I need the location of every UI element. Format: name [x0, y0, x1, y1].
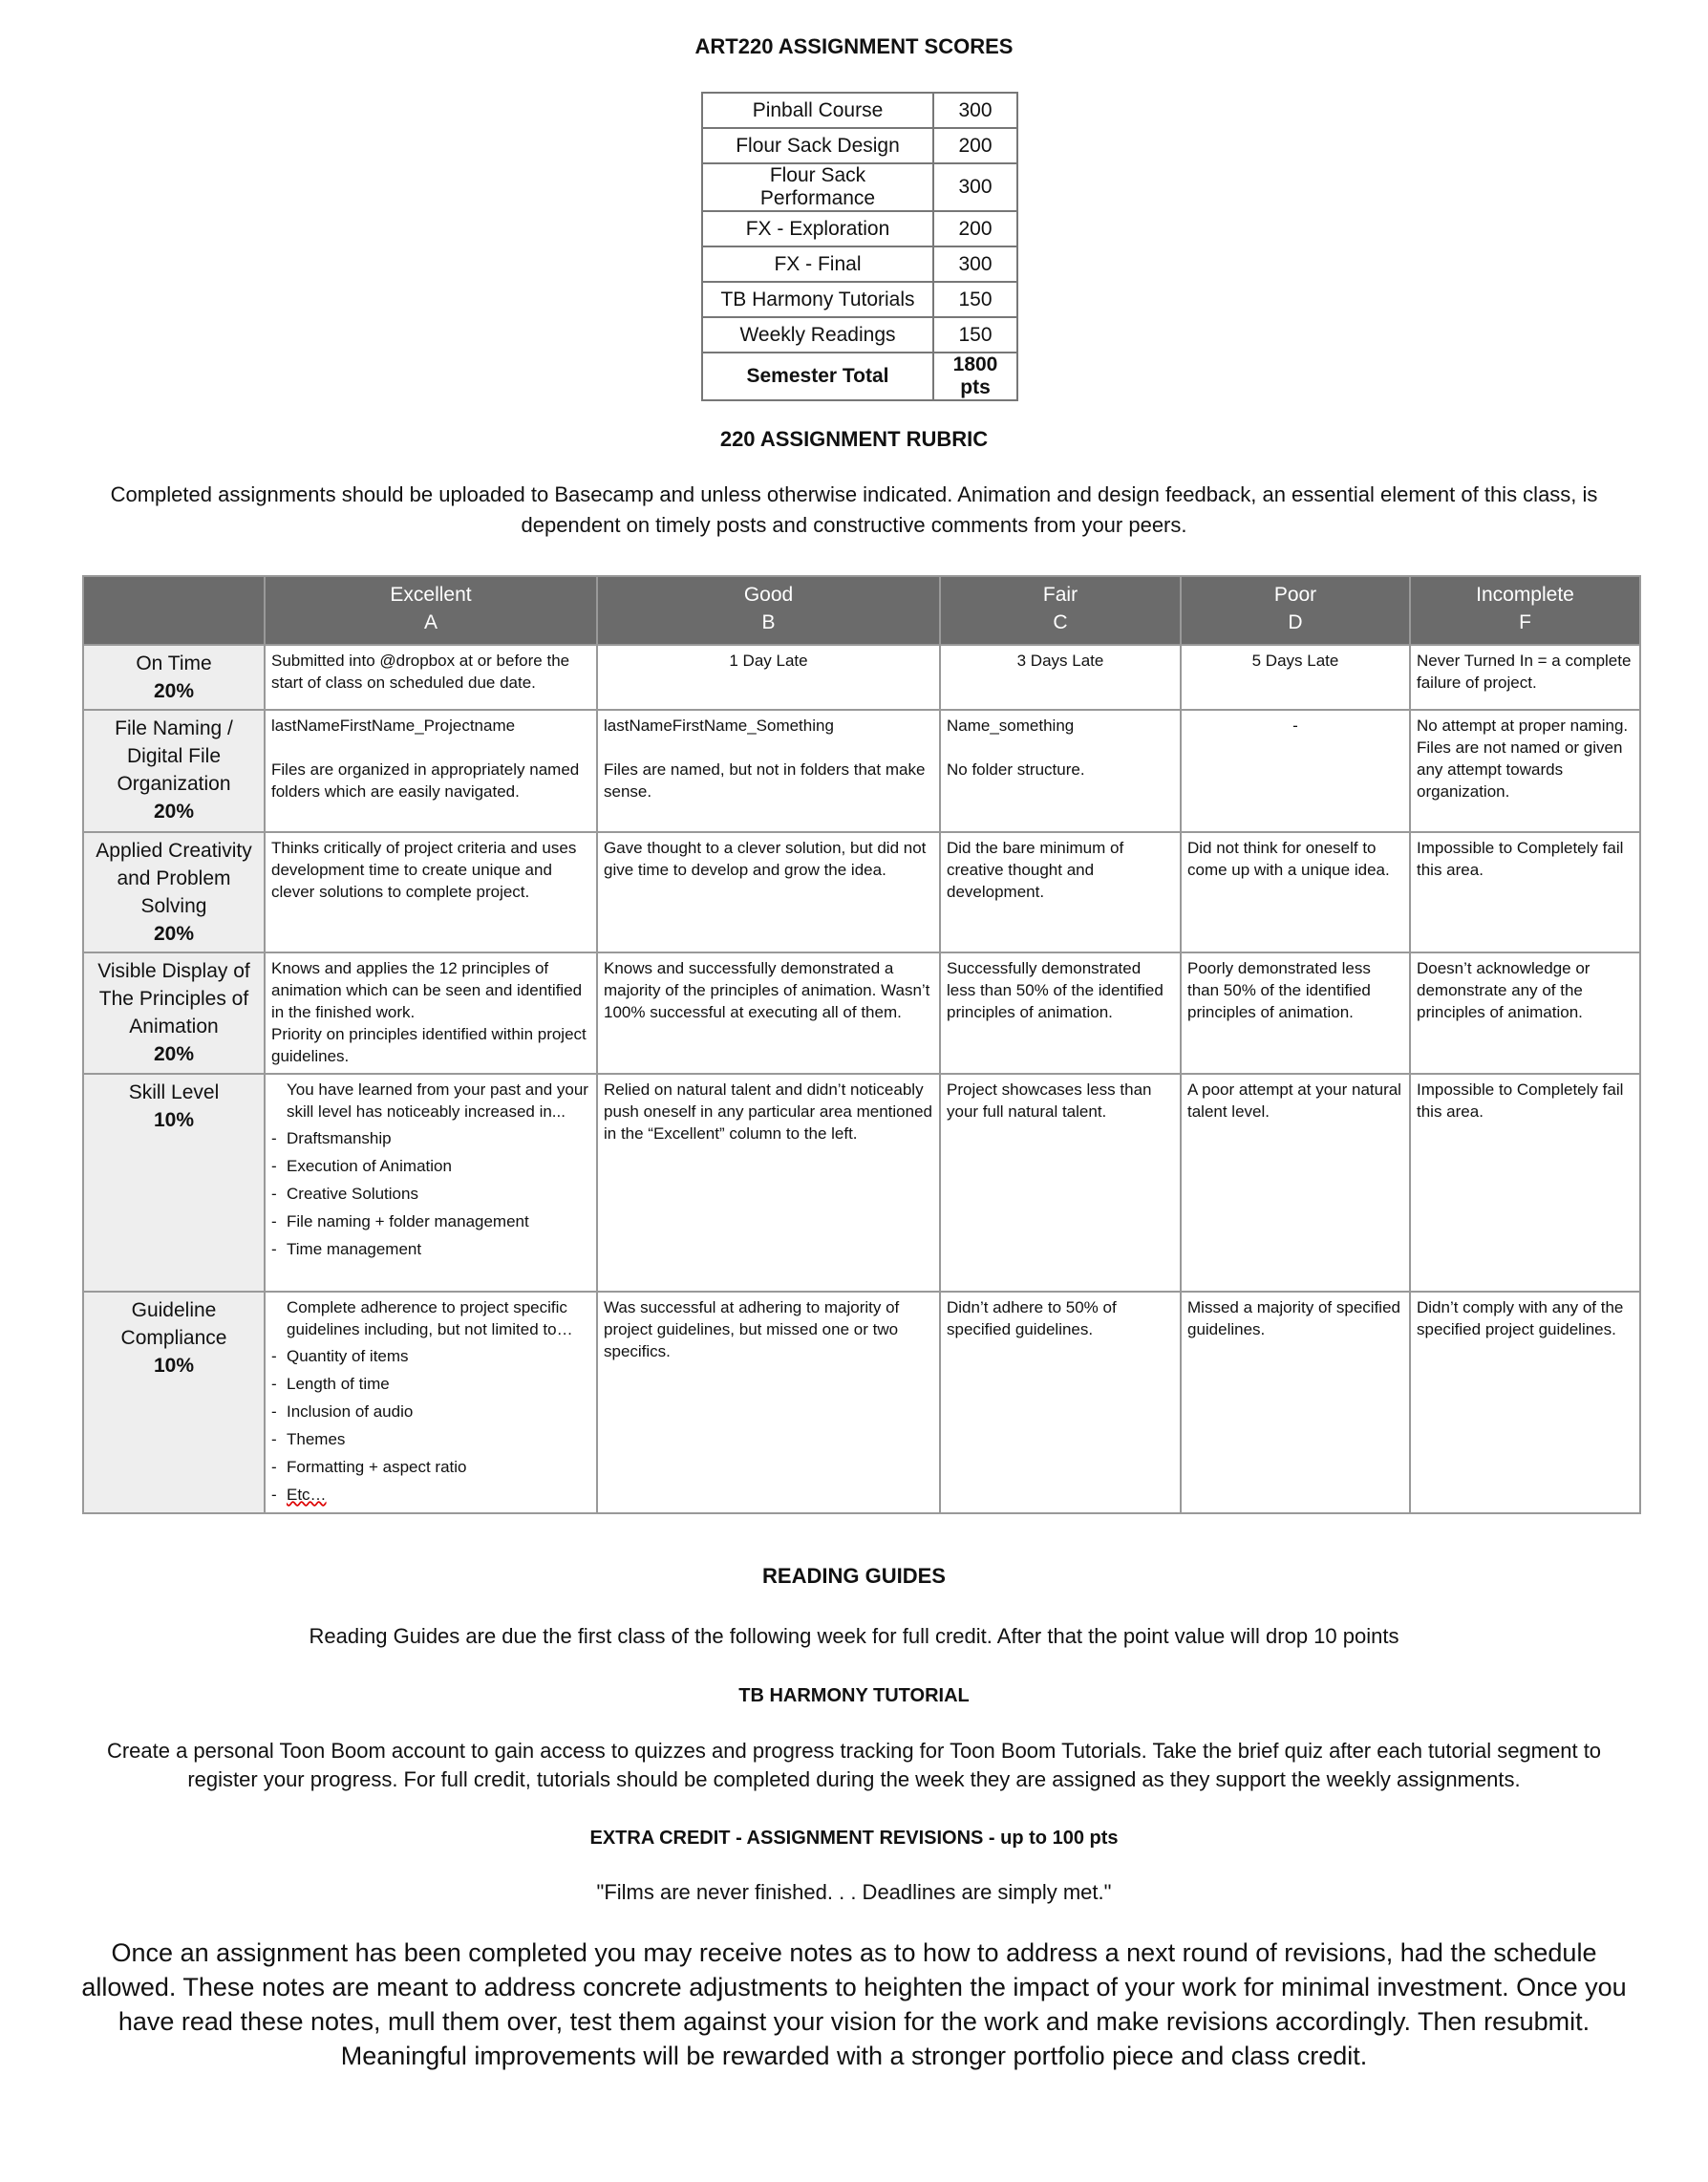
rubric-row-on-time — [83, 645, 1640, 710]
column-header-incomplete — [1410, 576, 1640, 645]
reading-guides-title: READING GUIDES — [762, 1564, 946, 1588]
column-label: Poor — [1273, 584, 1317, 606]
assignment-points: 200 — [933, 211, 1017, 246]
scores-title: ART220 ASSIGNMENT SCORES — [694, 34, 1014, 58]
column-label: Excellent — [390, 584, 472, 606]
table-row — [702, 163, 1017, 211]
reading-guides-text: Reading Guides are due the first class of the following week for full credit. After that the point value will drop 10 points — [309, 1624, 1399, 1648]
assignment-name: Flour Sack Performance — [702, 163, 933, 211]
guideline-list — [271, 1342, 590, 1508]
list-item — [271, 1481, 590, 1508]
criterion-label: Guideline Compliance — [120, 1299, 227, 1349]
criterion-weight: 20% — [153, 680, 195, 702]
column-grade: F — [1519, 611, 1531, 633]
skill-list — [271, 1124, 590, 1263]
assignment-points: 300 — [933, 163, 1017, 211]
assignment-points: 300 — [933, 246, 1017, 282]
table-row — [702, 128, 1017, 163]
list-item-text: Etc… — [287, 1486, 327, 1504]
rubric-intro: Completed assignments should be uploaded to Basecamp and unless otherwise indicated. Animation and design feedback, an essential element of this class, is dependent on timely posts and constructive comments from your peers. — [110, 482, 1598, 537]
table-row — [702, 93, 1017, 128]
list-item: - Execution of Animation — [271, 1152, 590, 1180]
cell-text: No attempt at proper naming. — [1417, 717, 1629, 735]
cell-poor: 5 Days Late — [1181, 645, 1410, 710]
column-header-good — [597, 576, 940, 645]
cell-text: Complete adherence to project specific guidelines including, but not limited to… — [287, 1298, 573, 1338]
scores-table — [701, 92, 1018, 401]
cell-excellent — [265, 1074, 597, 1292]
column-grade: C — [1053, 611, 1068, 633]
criterion-weight: 20% — [153, 801, 195, 823]
cell-incomplete: Impossible to Completely fail this area. — [1410, 1074, 1640, 1292]
rubric-table — [82, 575, 1641, 1514]
rubric-row-guideline-compliance — [83, 1292, 1640, 1513]
cell-poor: A poor attempt at your natural talent level. — [1181, 1074, 1410, 1292]
list-item: - Draftsmanship — [271, 1124, 590, 1152]
list-item: - Quantity of items — [271, 1342, 590, 1370]
cell-excellent — [265, 952, 597, 1074]
assignment-points: 150 — [933, 317, 1017, 353]
criterion-label: Applied Creativity and Problem Solving — [96, 840, 252, 917]
cell-poor: Poorly demonstrated less than 50% of the identified principles of animation. — [1181, 952, 1410, 1074]
column-label: Incomplete — [1476, 584, 1574, 606]
assignment-name: Weekly Readings — [702, 317, 933, 353]
cell-text: You have learned from your past and your skill level has noticeably increased in... — [287, 1080, 588, 1121]
criterion-cell — [83, 1292, 265, 1513]
cell-text: Priority on principles identified within project guidelines. — [271, 1025, 587, 1065]
cell-fair: 3 Days Late — [940, 645, 1181, 710]
extra-credit-title: EXTRA CREDIT - ASSIGNMENT REVISIONS - up to 100 pts — [589, 1828, 1119, 1849]
column-grade: A — [423, 611, 438, 633]
assignment-name: FX - Exploration — [702, 211, 933, 246]
rubric-corner-cell — [83, 576, 265, 645]
column-label: Fair — [1042, 584, 1078, 606]
cell-incomplete: Impossible to Completely fail this area. — [1410, 832, 1640, 952]
semester-total-label: Semester Total — [702, 353, 933, 400]
tb-harmony-text: Create a personal Toon Boom account to gain access to quizzes and progress tracking for Toon Boom Tutorials. Take the brief quiz after each tutorial segment to register your progress. For full credit, tutorials should be completed during the week they are assigned as they support the weekly assignments. — [106, 1739, 1602, 1791]
cell-good: Knows and successfully demonstrated a majority of the principles of animation. Wasn’t 100% successful at executing all of them. — [597, 952, 940, 1074]
cell-incomplete: Didn’t comply with any of the specified project guidelines. — [1410, 1292, 1640, 1513]
criterion-cell — [83, 1074, 265, 1292]
cell-fair: Successfully demonstrated less than 50% of the identified principles of animation. — [940, 952, 1181, 1074]
cell-excellent — [265, 710, 597, 832]
assignment-points: 300 — [933, 93, 1017, 128]
criterion-cell — [83, 710, 265, 832]
cell-fair: Did the bare minimum of creative thought and development. — [940, 832, 1181, 952]
cell-poor: - — [1181, 710, 1410, 832]
cell-text: Files are organized in appropriately named folders which are easily navigated. — [271, 760, 580, 801]
cell-good: Gave thought to a clever solution, but did not give time to develop and grow the idea. — [597, 832, 940, 952]
cell-excellent: Thinks critically of project criteria and uses development time to create unique and clever solutions to complete project. — [265, 832, 597, 952]
cell-fair — [940, 710, 1181, 832]
cell-excellent: Submitted into @dropbox at or before the start of class on scheduled due date. — [265, 645, 597, 710]
criterion-label: On Time — [136, 652, 212, 674]
cell-incomplete: Never Turned In = a complete failure of project. — [1410, 645, 1640, 710]
rubric-row-principles — [83, 952, 1640, 1074]
assignment-name: TB Harmony Tutorials — [702, 282, 933, 317]
cell-text: lastNameFirstName_Something — [604, 717, 834, 735]
assignment-name: Flour Sack Design — [702, 128, 933, 163]
tb-harmony-title: TB HARMONY TUTORIAL — [738, 1685, 970, 1706]
table-row — [702, 211, 1017, 246]
rubric-row-skill-level — [83, 1074, 1640, 1292]
list-item: - Themes — [271, 1425, 590, 1453]
cell-text: Files are not named or given any attempt towards organization. — [1417, 738, 1623, 801]
rubric-header-row — [83, 576, 1640, 645]
cell-poor: Did not think for oneself to come up with a unique idea. — [1181, 832, 1410, 952]
cell-text: No folder structure. — [947, 760, 1085, 779]
column-label: Good — [743, 584, 794, 606]
column-grade: D — [1288, 611, 1303, 633]
list-item: - Length of time — [271, 1370, 590, 1398]
rubric-row-file-naming — [83, 710, 1640, 832]
cell-poor: Missed a majority of specified guidelines. — [1181, 1292, 1410, 1513]
list-item: - Creative Solutions — [271, 1180, 590, 1208]
total-row — [702, 353, 1017, 400]
cell-good — [597, 710, 940, 832]
criterion-weight: 20% — [153, 923, 195, 945]
cell-text: Knows and applies the 12 principles of animation which can be seen and identified in the finished work. — [271, 959, 583, 1021]
extra-credit-text: Once an assignment has been completed you may receive notes as to how to address a next round of revisions, had the schedule allowed. These notes are meant to address concrete adjustments to heighten the impact of your work for minimal investment. Once you have read these notes, mull them over, test them against your vision for the work and make revisions accordingly. Then resubmit. Meaningful improvements will be rewarded with a stronger portfolio piece and class credit. — [81, 1938, 1627, 2070]
rubric-title: 220 ASSIGNMENT RUBRIC — [719, 427, 989, 451]
criterion-label: Skill Level — [128, 1081, 220, 1103]
column-header-fair — [940, 576, 1181, 645]
cell-good: Relied on natural talent and didn’t noticeably push oneself in any particular area mentioned in the “Excellent” column to the left. — [597, 1074, 940, 1292]
criterion-weight: 20% — [153, 1043, 195, 1065]
column-header-excellent — [265, 576, 597, 645]
rubric-row-applied-creativity — [83, 832, 1640, 952]
cell-incomplete — [1410, 710, 1640, 832]
assignment-points: 150 — [933, 282, 1017, 317]
criterion-weight: 10% — [153, 1355, 195, 1377]
table-row — [702, 282, 1017, 317]
criterion-label: File Naming / Digital File Organization — [115, 717, 233, 795]
column-grade: B — [761, 611, 776, 633]
cell-good: 1 Day Late — [597, 645, 940, 710]
cell-fair: Didn’t adhere to 50% of specified guidelines. — [940, 1292, 1181, 1513]
criterion-cell — [83, 832, 265, 952]
semester-total-points: 1800 pts — [933, 353, 1017, 400]
cell-excellent — [265, 1292, 597, 1513]
cell-text: Name_something — [947, 717, 1075, 735]
column-header-poor — [1181, 576, 1410, 645]
assignment-points: 200 — [933, 128, 1017, 163]
list-item: - Time management — [271, 1235, 590, 1263]
cell-incomplete: Doesn’t acknowledge or demonstrate any of the principles of animation. — [1410, 952, 1640, 1074]
list-item: - Inclusion of audio — [271, 1398, 590, 1425]
criterion-weight: 10% — [153, 1109, 195, 1131]
table-row — [702, 246, 1017, 282]
criterion-label: Visible Display of The Principles of Animation — [97, 960, 250, 1038]
extra-credit-quote: "Films are never finished. . . Deadlines are simply met." — [596, 1880, 1112, 1904]
cell-text: Files are named, but not in folders that make sense. — [604, 760, 926, 801]
assignment-name: FX - Final — [702, 246, 933, 282]
criterion-cell — [83, 645, 265, 710]
list-item: - Formatting + aspect ratio — [271, 1453, 590, 1481]
list-item: - File naming + folder management — [271, 1208, 590, 1235]
table-row — [702, 317, 1017, 353]
cell-text: lastNameFirstName_Projectname — [271, 717, 516, 735]
assignment-name: Pinball Course — [702, 93, 933, 128]
cell-fair: Project showcases less than your full natural talent. — [940, 1074, 1181, 1292]
cell-good: Was successful at adhering to majority of project guidelines, but missed one or two specifics. — [597, 1292, 940, 1513]
criterion-cell — [83, 952, 265, 1074]
